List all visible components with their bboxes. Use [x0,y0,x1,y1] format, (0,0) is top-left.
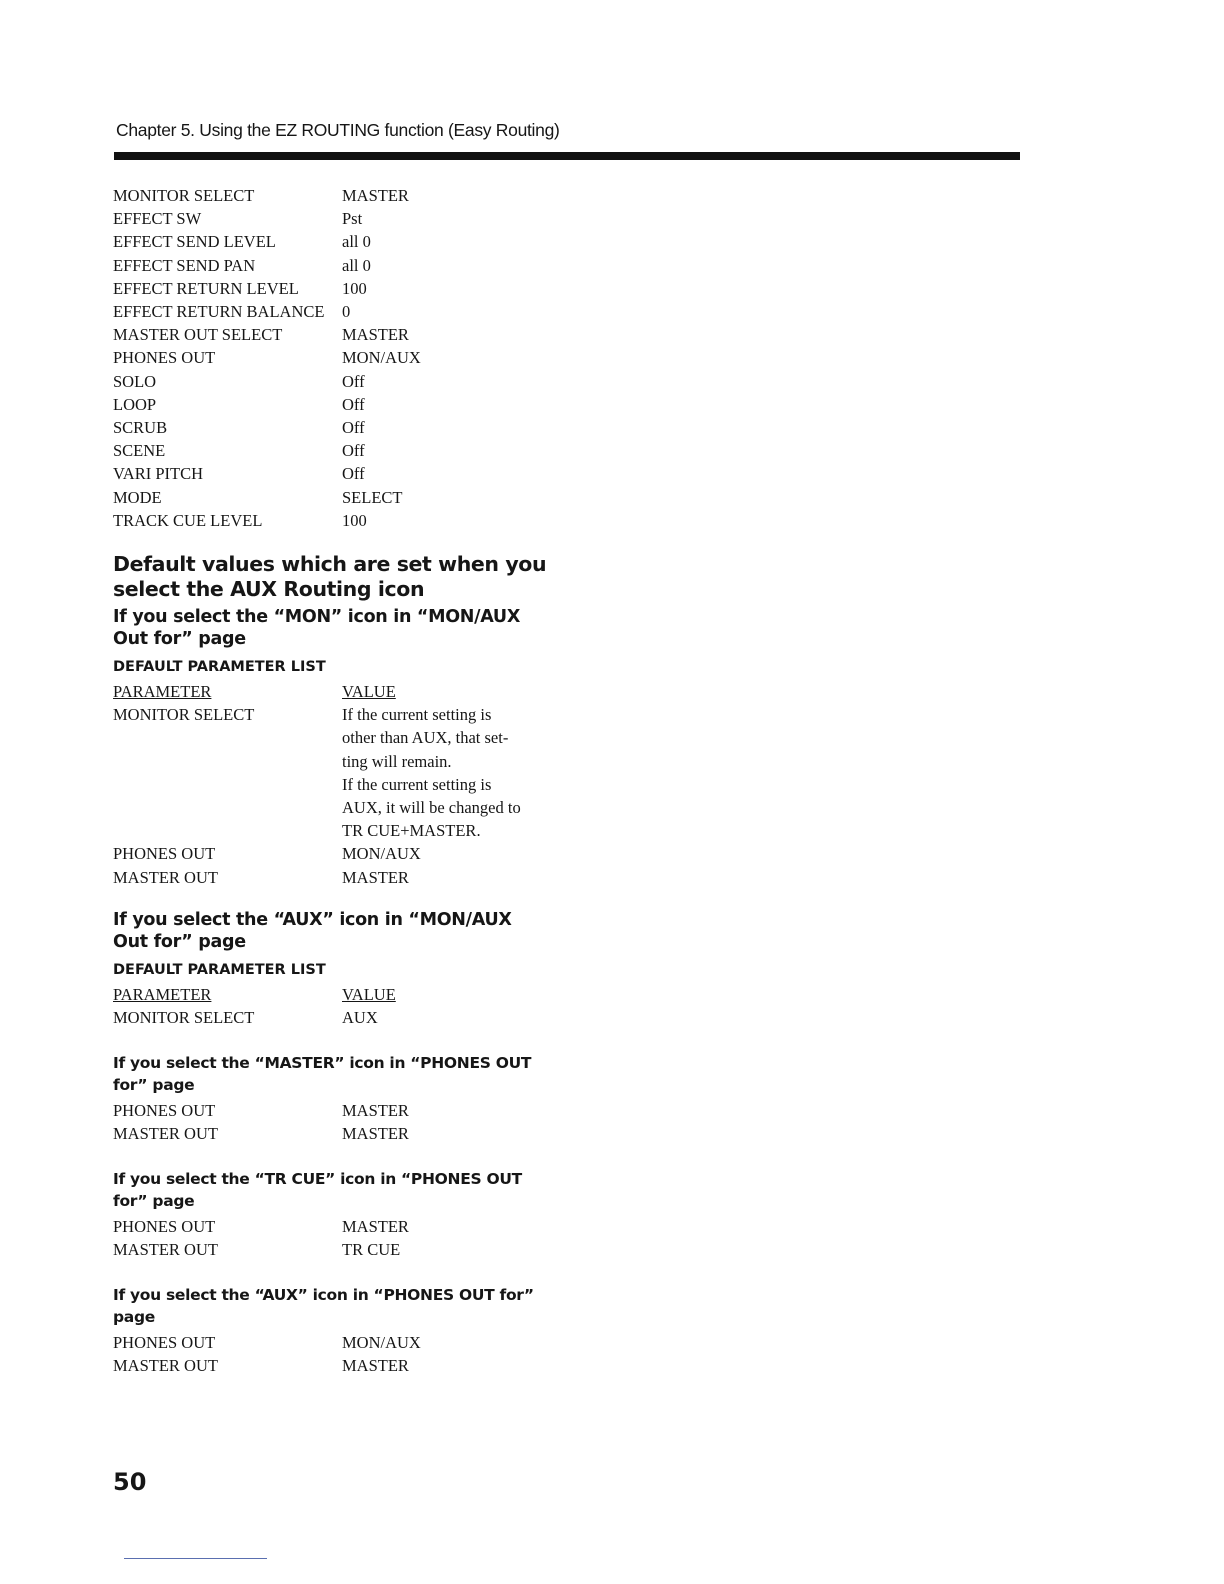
param-name: PHONES OUT [113,844,216,864]
param-value: MASTER [342,325,409,345]
param-value: 100 [342,510,367,530]
param-name: EFFECT SEND LEVEL [113,232,276,252]
param-name: SOLO [113,371,157,391]
column-header-parameter: PARAMETER [113,682,212,701]
title-line: select the AUX Routing icon [113,577,425,601]
param-name: MONITOR SELECT [113,186,255,205]
title-line: If you select the “MASTER” icon in “PHONES OUT [113,1054,532,1072]
param-value: Off [342,371,365,391]
title-line: Out for” page [113,629,246,649]
param-value: MON/AUX [342,1333,421,1352]
aux-section-title [113,552,546,602]
phones-master-heading [113,1052,531,1096]
param-value: MASTER [342,867,409,887]
param-name: SCRUB [113,418,168,438]
param-name: MONITOR SELECT [113,705,255,725]
mon-param-list [113,680,521,889]
top-param-list [113,184,421,532]
param-value: all 0 [342,255,371,275]
param-name: PHONES OUT [113,348,216,368]
param-name [113,773,342,796]
column-header-value: VALUE [342,985,396,1004]
param-name [113,750,342,773]
param-name: LOOP [113,394,157,414]
title-line: Default values which are set when you [113,552,547,576]
param-value: Off [342,464,365,484]
header-rule [114,152,1020,160]
param-value: If the current setting is [342,705,492,725]
param-name: MASTER OUT SELECT [113,325,283,345]
column-header-value: VALUE [342,682,396,701]
title-line: Out for” page [113,932,246,952]
param-name [113,796,342,819]
param-value: MASTER [342,1217,409,1236]
page-number: 50 [113,1468,147,1496]
param-name: MASTER OUT [113,1240,218,1260]
mon-icon-heading [113,606,520,650]
param-name: EFFECT RETURN BALANCE [113,302,325,322]
param-name: MASTER OUT [113,1356,218,1376]
param-name: EFFECT RETURN LEVEL [113,278,299,298]
title-line: If you select the “AUX” icon in “PHONES OUT for” [113,1286,534,1304]
param-name: MASTER OUT [113,867,218,887]
title-line: for” page [113,1192,195,1210]
phones-master-list [113,1099,409,1145]
param-value: 0 [342,302,351,322]
param-name: TRACK CUE LEVEL [113,510,263,530]
chapter-header: Chapter 5. Using the EZ ROUTING function (Easy Routing) [116,120,560,140]
param-name: PHONES OUT [113,1333,216,1352]
param-value: TR CUE+MASTER. [342,821,481,841]
title-line: If you select the “TR CUE” icon in “PHONES OUT [113,1170,522,1188]
column-header-parameter: PARAMETER [113,985,212,1004]
param-value: all 0 [342,232,371,252]
param-value: Pst [342,209,363,229]
param-value: SELECT [342,487,403,507]
param-name: SCENE [113,441,166,461]
param-name: VARI PITCH [113,464,204,484]
param-value: MON/AUX [342,348,421,368]
param-name: MONITOR SELECT [113,1008,255,1028]
title-line: If you select the “MON” icon in “MON/AUX [113,607,521,627]
param-name: EFFECT SW [113,209,202,229]
title-line: If you select the “AUX” icon in “MON/AUX [113,910,512,930]
param-value: MASTER [342,1101,409,1120]
mon-list-title: DEFAULT PARAMETER LIST [113,659,326,675]
param-value: Off [342,441,365,461]
param-name [113,819,342,842]
param-value: If the current setting is [342,774,492,794]
title-line: for” page [113,1076,195,1094]
param-name: MASTER OUT [113,1124,218,1144]
phones-aux-heading [113,1284,534,1328]
param-name: MODE [113,487,162,507]
param-value: AUX [342,1008,378,1028]
phones-trcue-heading [113,1168,522,1212]
param-name [113,726,342,749]
param-value: TR CUE [342,1240,401,1260]
param-name: EFFECT SEND PAN [113,255,256,275]
param-value: Off [342,418,365,438]
param-value: ting will remain. [342,751,452,771]
param-value: other than AUX, that set- [342,728,509,748]
param-value: MON/AUX [342,844,421,864]
param-value: MASTER [342,1356,409,1376]
param-value: MASTER [342,1124,409,1144]
param-value: 100 [342,278,367,298]
phones-aux-list [113,1331,421,1377]
aux-list-title: DEFAULT PARAMETER LIST [113,962,326,978]
phones-trcue-list [113,1215,409,1261]
title-line: page [113,1308,155,1326]
param-name: PHONES OUT [113,1217,216,1236]
aux-param-list [113,983,396,1029]
param-value: AUX, it will be changed to [342,798,521,818]
param-value: Off [342,394,365,414]
aux-icon-heading [113,909,512,953]
param-value: MASTER [342,186,409,205]
footer-line [124,1558,267,1559]
param-name: PHONES OUT [113,1101,216,1120]
